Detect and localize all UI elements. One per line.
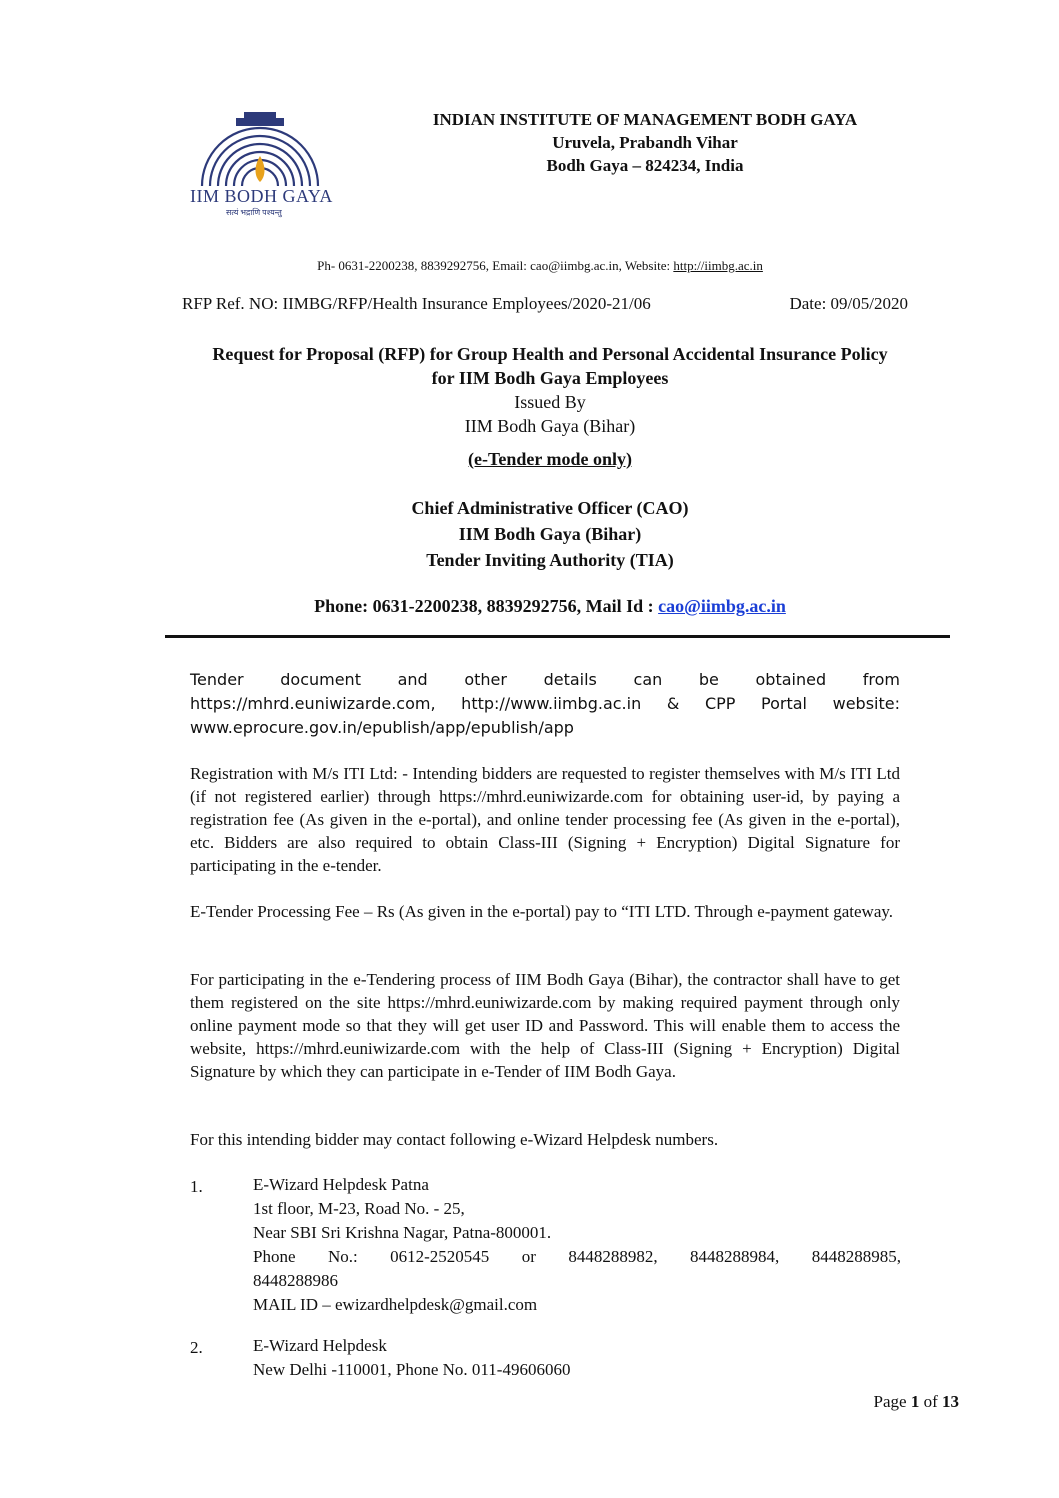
helpdesk-2-line: New Delhi -110001, Phone No. 011-49606060 [253, 1360, 571, 1379]
issued-by: Issued By [514, 392, 586, 412]
paragraph-registration: Registration with M/s ITI Ltd: - Intending bidders are requested to register themselves with M/s ITI Ltd (if not registered earlier) through https://mhrd.euniwizarde.com for obtaining user-id, by paying a registration fee (As given in the e-portal), and online tender processing fee (As given in the e-portal), etc. Bidders are also required to obtain Class-III (Signing + Encryption) Digital Signature for participating in the e-tender. [190, 764, 900, 875]
paragraph-participation: For participating in the e-Tendering process of IIM Bodh Gaya (Bihar), the contractor shall have to get them registered on the site https://mhrd.euniwizarde.com by making required payment through only online payment mode so that they will get user ID and Password. This will enable them to access the website, https://mhrd.euniwizarde.com with the help of Class-III (Signing + Encryption) Digital Signature by which they can participate in e-Tender of IIM Bodh Gaya. [190, 970, 900, 1081]
divider [165, 635, 950, 638]
logo-motto: सत्यं भद्राणि पश्यन्तु [226, 208, 282, 217]
page-total: 13 [942, 1392, 959, 1411]
helpdesk-1-mail: MAIL ID – ewizardhelpdesk@gmail.com [253, 1295, 538, 1314]
authority-line-1: Chief Administrative Officer (CAO) [411, 498, 689, 518]
p1-line-1: Tender document and other details can be obtained from [190, 670, 900, 689]
logo-name: IIM BODH GAYA [190, 186, 333, 206]
issued-block [100, 390, 1000, 438]
tender-mode: (e-Tender mode only) [468, 449, 632, 469]
rfp-reference: RFP Ref. NO: IIMBG/RFP/Health Insurance Employees/2020-21/06 [182, 294, 651, 313]
helpdesk-2-number: 2. [190, 1338, 203, 1357]
helpdesk-1-line: E-Wizard Helpdesk Patna [253, 1175, 429, 1194]
institute-address-2: Bodh Gaya – 824234, India [546, 156, 744, 175]
authority-block [100, 495, 1000, 573]
title-line-1: Request for Proposal (RFP) for Group Health and Personal Accidental Insurance Policy [212, 344, 888, 364]
phone-line [100, 593, 1000, 619]
cao-email-link[interactable]: cao@iimbg.ac.in [658, 596, 786, 616]
phone-text: Phone: 0631-2200238, 8839292756, Mail Id : [314, 596, 659, 616]
helpdesk-1-number: 1. [190, 1177, 203, 1196]
paragraph-processing-fee: E-Tender Processing Fee – Rs (As given in the e-portal) pay to “ITI LTD. Through e-payment gateway. [190, 902, 894, 921]
helpdesk-1 [253, 1173, 901, 1317]
paragraph-helpdesk-intro: For this intending bidder may contact following e-Wizard Helpdesk numbers. [190, 1130, 719, 1149]
authority-line-3: Tender Inviting Authority (TIA) [426, 550, 674, 570]
helpdesk-1-phone: Phone No.: 0612-2520545 or 8448288982, 8448288984, 8448288985, [253, 1247, 901, 1266]
page-current: 1 [910, 1392, 920, 1411]
helpdesk-2-line: E-Wizard Helpdesk [253, 1336, 387, 1355]
institute-header [390, 108, 900, 177]
p1-line-2: https://mhrd.euniwizarde.com, http://www.iimbg.ac.in & CPP Portal website: [190, 694, 900, 713]
helpdesk-2 [253, 1334, 901, 1382]
contact-line [240, 258, 840, 274]
institute-logo [180, 108, 340, 223]
page-label: Page [873, 1392, 911, 1411]
title-line-2: for IIM Bodh Gaya Employees [431, 368, 669, 388]
contact-text: Ph- 0631-2200238, 8839292756, Email: cao@iimbg.ac.in, Website: [317, 258, 674, 273]
issuer: IIM Bodh Gaya (Bihar) [464, 416, 636, 436]
helpdesk-1-line: 8448288986 [253, 1271, 338, 1290]
page-of-label: of [919, 1392, 942, 1411]
paragraph-obtain [190, 668, 900, 740]
website-link[interactable]: http://iimbg.ac.in [673, 258, 763, 273]
page-footer [874, 1392, 959, 1412]
helpdesk-1-line: 1st floor, M-23, Road No. - 25, [253, 1199, 465, 1218]
rfp-date: Date: 09/05/2020 [789, 294, 908, 313]
helpdesk-1-line: Near SBI Sri Krishna Nagar, Patna-800001. [253, 1223, 552, 1242]
p1-line-3: www.eprocure.gov.in/epublish/app/epublish/app [190, 718, 574, 737]
authority-line-2: IIM Bodh Gaya (Bihar) [458, 524, 642, 544]
institute-address-1: Uruvela, Prabandh Vihar [552, 133, 738, 152]
iim-bodh-gaya-logo-icon [180, 108, 340, 188]
reference-line [182, 294, 908, 314]
rfp-title [100, 342, 1000, 390]
institute-name: INDIAN INSTITUTE OF MANAGEMENT BODH GAYA [432, 110, 858, 129]
